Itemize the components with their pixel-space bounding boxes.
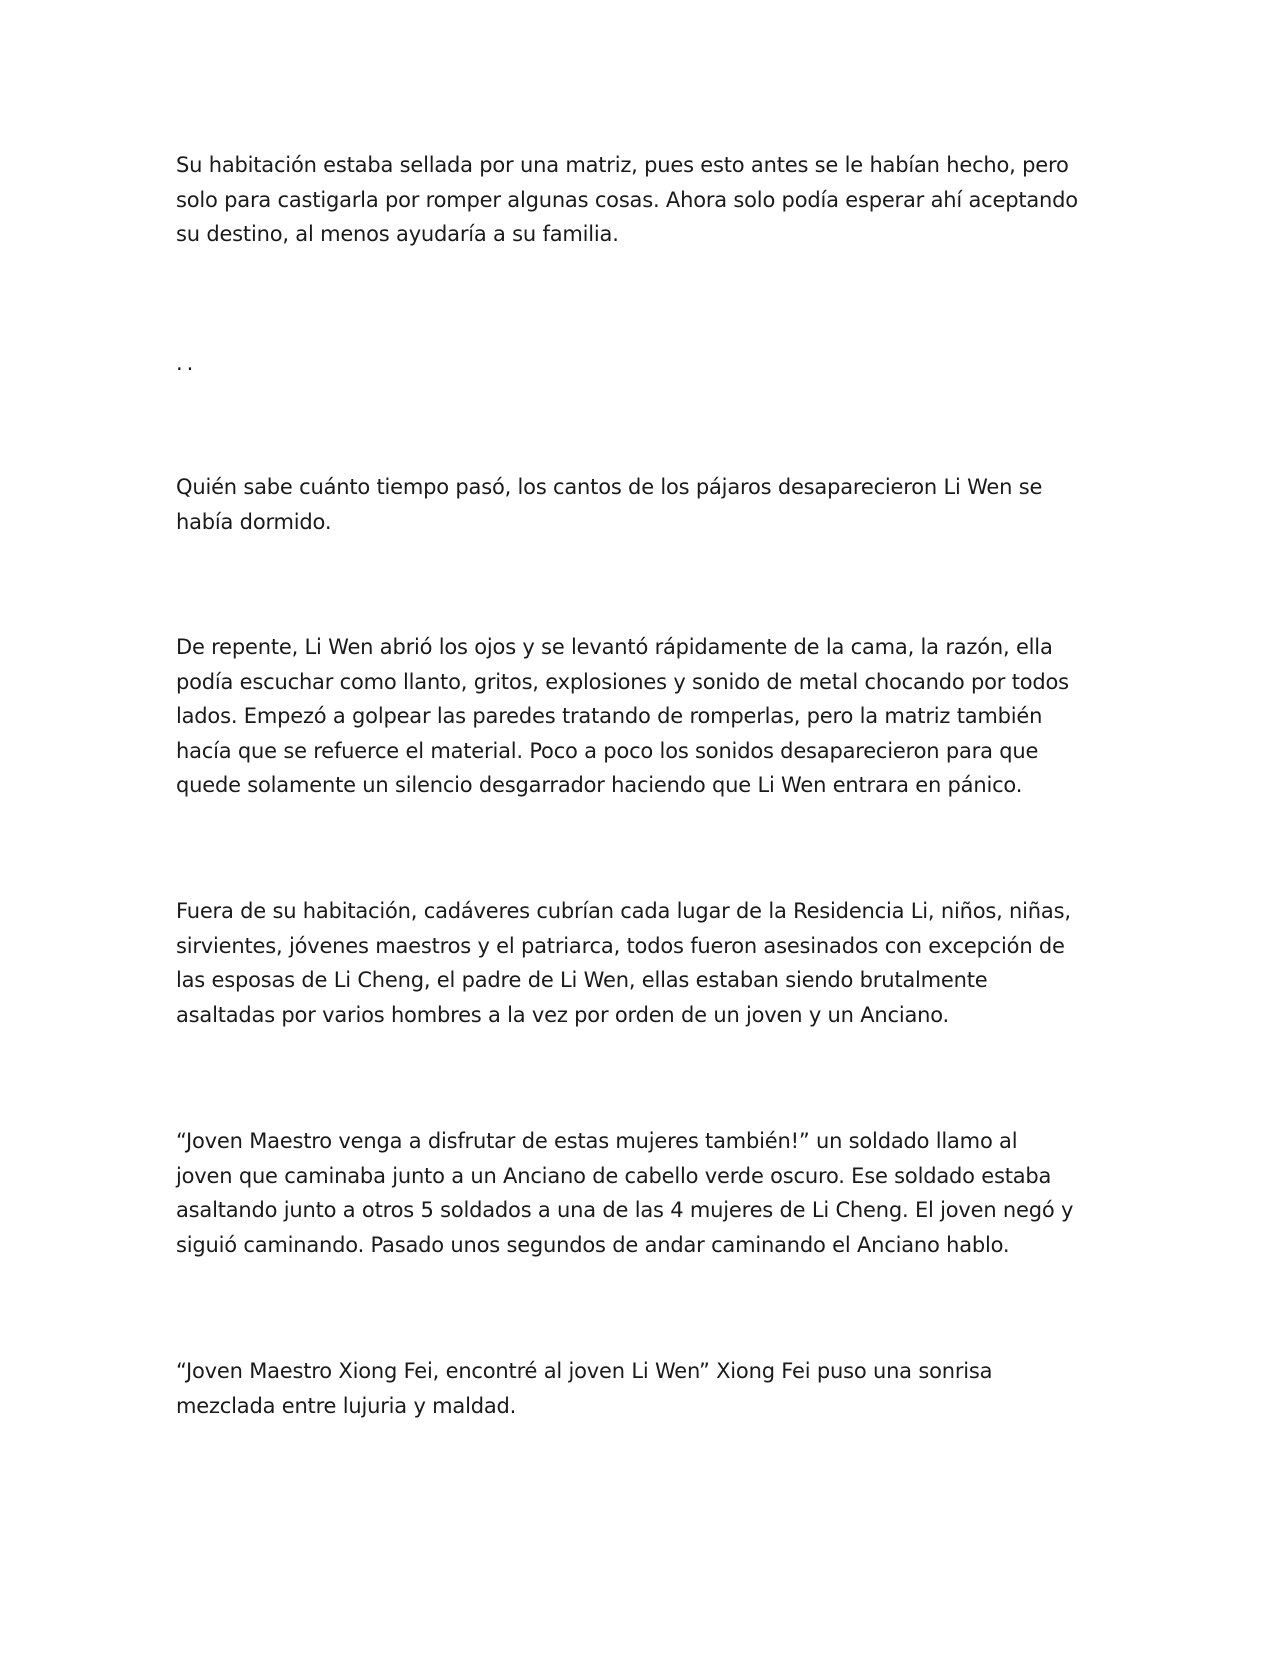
paragraph-sealed-room: Su habitación estaba sellada por una matriz, pues esto antes se le habían hecho, pero solo para castigarla por romper algunas cosas. Ahora solo podía esperar ahí aceptando su destino, al menos ayudaría a su familia. [176,153,1078,246]
paragraph-soldier-dialogue: “Joven Maestro venga a disfrutar de estas mujeres también!” un soldado llamo al joven que caminaba junto a un Anciano de cabello verde oscuro. Ese soldado estaba asaltando junto a otros 5 soldados a una de las 4 mujeres de Li Cheng. El joven negó y siguió caminando. Pasado unos segundos de andar caminando el Anciano hablo. [176,1129,1074,1257]
section-separator: .. [176,351,198,375]
paragraph-time-passed: Quién sabe cuánto tiempo pasó, los cantos de los pájaros desaparecieron Li Wen se había dormido. [176,475,1043,534]
paragraph-elder-dialogue: “Joven Maestro Xiong Fei, encontré al joven Li Wen” Xiong Fei puso una sonrisa mezclada entre lujuria y maldad. [176,1359,993,1418]
paragraph-awakening: De repente, Li Wen abrió los ojos y se levantó rápidamente de la cama, la razón, ella podía escuchar como llanto, gritos, explosiones y sonido de metal chocando por todos lados. Empezó a golpear las paredes tratando de romperlas, pero la matriz también hacía que se refuerce el material. Poco a poco los sonidos desaparecieron para que quede solamente un silencio desgarrador haciendo que Li Wen entrara en pánico. [176,635,1069,797]
paragraph-residence-massacre: Fuera de su habitación, cadáveres cubrían cada lugar de la Residencia Li, niños, niñas, sirvientes, jóvenes maestros y el patriarca, todos fueron asesinados con excepción de las esposas de Li Cheng, el padre de Li Wen, ellas estaban siendo brutalmente asaltadas por varios hombres a la vez por orden de un joven y un Anciano. [176,899,1071,1027]
